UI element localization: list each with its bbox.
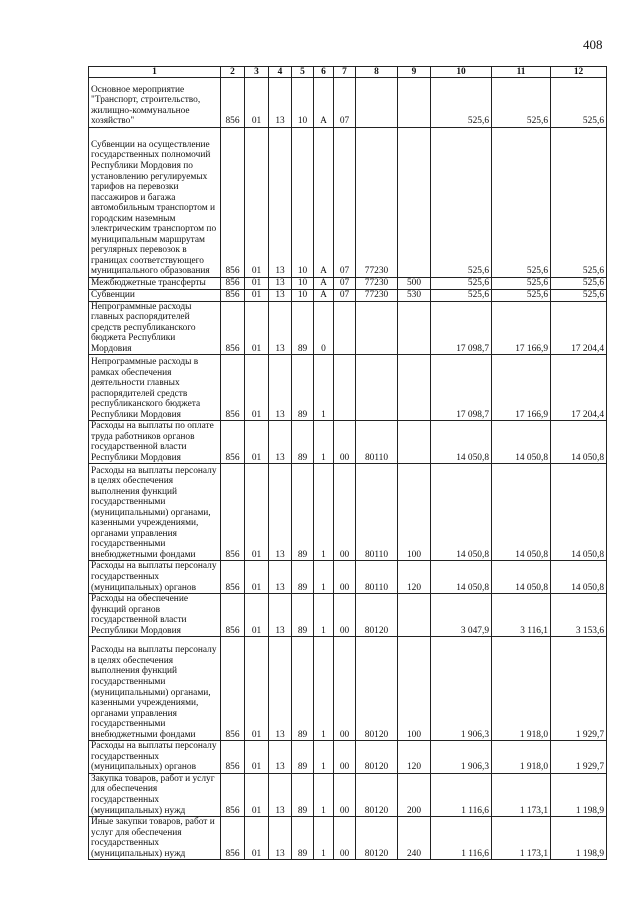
row-cell-col11: 525,6 xyxy=(492,289,551,301)
row-cell-col4: 13 xyxy=(269,301,292,355)
row-cell-col5: 10 xyxy=(292,128,314,278)
row-cell-col9: 120 xyxy=(398,561,431,594)
row-cell-col5: 89 xyxy=(292,301,314,355)
row-name-cell: Субвенции на осуществление государственных полномочий Республики Мордовия по установлению регулируемых тарифов на перевозки пассажиров и багажа автомобильным транспортом и городским наземным электрическим транспортом по муниципальным маршрутам регулярных перевозок в границах соответствующего муниципального образования xyxy=(89,128,221,278)
row-name-cell: Непрограммные расходы главных распорядителей средств республиканского бюджета Республики Мордовия xyxy=(89,301,221,355)
row-cell-col6: А xyxy=(314,128,334,278)
row-cell-col9 xyxy=(398,128,431,278)
row-cell-col4: 13 xyxy=(269,355,292,421)
row-cell-col2: 856 xyxy=(221,464,245,561)
row-cell-col2: 856 xyxy=(221,128,245,278)
row-cell-col9: 100 xyxy=(398,637,431,741)
row-cell-col2: 856 xyxy=(221,773,245,816)
row-cell-col5: 10 xyxy=(292,278,314,290)
row-cell-col12: 1 929,7 xyxy=(551,741,607,774)
row-cell-col11: 14 050,8 xyxy=(492,561,551,594)
table-body xyxy=(89,78,607,860)
row-cell-col8 xyxy=(356,355,398,421)
row-cell-col5: 89 xyxy=(292,817,314,860)
row-cell-col9: 100 xyxy=(398,464,431,561)
row-cell-col5: 10 xyxy=(292,78,314,128)
row-cell-col10: 525,6 xyxy=(431,289,492,301)
row-name-cell: Субвенции xyxy=(89,289,221,301)
row-cell-col12: 14 050,8 xyxy=(551,464,607,561)
row-cell-col8: 80110 xyxy=(356,464,398,561)
column-header-9: 9 xyxy=(398,67,431,78)
row-cell-col12: 525,6 xyxy=(551,278,607,290)
row-cell-col3: 01 xyxy=(245,464,269,561)
table-row xyxy=(89,817,607,860)
row-cell-col7: 00 xyxy=(334,464,356,561)
row-cell-col10: 17 098,7 xyxy=(431,355,492,421)
row-cell-col12: 17 204,4 xyxy=(551,301,607,355)
row-cell-col8: 77230 xyxy=(356,278,398,290)
row-name-cell: Иные закупки товаров, работ и услуг для обеспечения государственных (муниципальных) нужд xyxy=(89,817,221,860)
row-cell-col5: 89 xyxy=(292,421,314,464)
row-cell-col4: 13 xyxy=(269,594,292,637)
row-cell-col4: 13 xyxy=(269,78,292,128)
row-cell-col11: 525,6 xyxy=(492,278,551,290)
row-cell-col5: 10 xyxy=(292,289,314,301)
row-cell-col10: 3 047,9 xyxy=(431,594,492,637)
row-cell-col3: 01 xyxy=(245,773,269,816)
row-name-cell: Расходы на выплаты персоналу в целях обеспечения выполнения функций государственными (муниципальными) органами, казенными учреждениями, органами управления государственными внебюджетными фондами xyxy=(89,637,221,741)
row-cell-col6: 1 xyxy=(314,817,334,860)
row-cell-col8 xyxy=(356,301,398,355)
row-cell-col9: 200 xyxy=(398,773,431,816)
row-cell-col5: 89 xyxy=(292,355,314,421)
row-cell-col7: 00 xyxy=(334,817,356,860)
row-cell-col10: 1 116,6 xyxy=(431,773,492,816)
table-row xyxy=(89,741,607,774)
row-cell-col9 xyxy=(398,301,431,355)
row-cell-col5: 89 xyxy=(292,773,314,816)
row-cell-col3: 01 xyxy=(245,421,269,464)
row-cell-col6: 1 xyxy=(314,594,334,637)
row-cell-col11: 17 166,9 xyxy=(492,301,551,355)
page-number: 408 xyxy=(583,37,603,52)
row-cell-col9: 240 xyxy=(398,817,431,860)
row-cell-col3: 01 xyxy=(245,78,269,128)
row-cell-col6: 1 xyxy=(314,741,334,774)
row-name-cell: Расходы на выплаты персоналу в целях обеспечения выполнения функций государственными (муниципальными) органами, казенными учреждениями, органами управления государственными внебюджетными фондами xyxy=(89,464,221,561)
row-cell-col3: 01 xyxy=(245,561,269,594)
row-cell-col5: 89 xyxy=(292,464,314,561)
table-row xyxy=(89,78,607,128)
row-cell-col3: 01 xyxy=(245,355,269,421)
row-cell-col11: 1 173,1 xyxy=(492,817,551,860)
row-cell-col6: 1 xyxy=(314,464,334,561)
row-cell-col6: 1 xyxy=(314,773,334,816)
table-row xyxy=(89,637,607,741)
row-cell-col2: 856 xyxy=(221,561,245,594)
row-cell-col4: 13 xyxy=(269,637,292,741)
row-cell-col9 xyxy=(398,594,431,637)
row-cell-col5: 89 xyxy=(292,637,314,741)
row-cell-col11: 1 173,1 xyxy=(492,773,551,816)
row-cell-col3: 01 xyxy=(245,637,269,741)
table-row xyxy=(89,464,607,561)
table-row xyxy=(89,278,607,290)
row-cell-col4: 13 xyxy=(269,464,292,561)
column-header-3: 3 xyxy=(245,67,269,78)
row-cell-col10: 14 050,8 xyxy=(431,561,492,594)
row-cell-col4: 13 xyxy=(269,561,292,594)
row-cell-col2: 856 xyxy=(221,355,245,421)
column-header-6: 6 xyxy=(314,67,334,78)
row-cell-col11: 17 166,9 xyxy=(492,355,551,421)
table-row xyxy=(89,594,607,637)
row-cell-col8: 80110 xyxy=(356,561,398,594)
row-name-cell: Расходы на выплаты персоналу государственных (муниципальных) органов xyxy=(89,561,221,594)
row-cell-col10: 525,6 xyxy=(431,128,492,278)
column-header-1: 1 xyxy=(89,67,221,78)
table-row xyxy=(89,561,607,594)
row-cell-col8: 80110 xyxy=(356,421,398,464)
row-cell-col9 xyxy=(398,78,431,128)
row-cell-col2: 856 xyxy=(221,289,245,301)
row-cell-col7: 07 xyxy=(334,289,356,301)
row-cell-col10: 14 050,8 xyxy=(431,464,492,561)
row-cell-col8: 80120 xyxy=(356,741,398,774)
table-row xyxy=(89,301,607,355)
row-cell-col12: 525,6 xyxy=(551,78,607,128)
column-header-4: 4 xyxy=(269,67,292,78)
column-header-5: 5 xyxy=(292,67,314,78)
row-cell-col10: 525,6 xyxy=(431,78,492,128)
row-cell-col12: 14 050,8 xyxy=(551,561,607,594)
row-cell-col12: 525,6 xyxy=(551,289,607,301)
row-cell-col9: 530 xyxy=(398,289,431,301)
row-cell-col6: 1 xyxy=(314,637,334,741)
row-cell-col2: 856 xyxy=(221,741,245,774)
row-cell-col6: 1 xyxy=(314,355,334,421)
row-cell-col8: 80120 xyxy=(356,773,398,816)
table-row xyxy=(89,773,607,816)
row-cell-col11: 14 050,8 xyxy=(492,464,551,561)
column-header-12: 12 xyxy=(551,67,607,78)
row-cell-col2: 856 xyxy=(221,78,245,128)
row-cell-col8: 80120 xyxy=(356,817,398,860)
table-header-row xyxy=(89,67,607,78)
row-cell-col8: 77230 xyxy=(356,128,398,278)
row-cell-col12: 525,6 xyxy=(551,128,607,278)
row-cell-col4: 13 xyxy=(269,741,292,774)
row-cell-col10: 525,6 xyxy=(431,278,492,290)
row-cell-col3: 01 xyxy=(245,817,269,860)
row-cell-col7: 00 xyxy=(334,421,356,464)
row-cell-col5: 89 xyxy=(292,741,314,774)
row-cell-col11: 1 918,0 xyxy=(492,741,551,774)
row-cell-col7: 00 xyxy=(334,594,356,637)
column-header-8: 8 xyxy=(356,67,398,78)
row-cell-col6: 1 xyxy=(314,561,334,594)
row-cell-col7: 00 xyxy=(334,637,356,741)
row-cell-col6: А xyxy=(314,78,334,128)
row-cell-col3: 01 xyxy=(245,289,269,301)
table-row xyxy=(89,421,607,464)
row-cell-col4: 13 xyxy=(269,773,292,816)
row-cell-col11: 1 918,0 xyxy=(492,637,551,741)
row-cell-col3: 01 xyxy=(245,741,269,774)
row-cell-col12: 3 153,6 xyxy=(551,594,607,637)
row-cell-col12: 17 204,4 xyxy=(551,355,607,421)
row-cell-col8: 80120 xyxy=(356,637,398,741)
row-name-cell: Непрограммные расходы в рамках обеспечения деятельности главных распорядителей средств республиканского бюджета Республики Мордовия xyxy=(89,355,221,421)
row-cell-col2: 856 xyxy=(221,594,245,637)
table-row xyxy=(89,355,607,421)
column-header-7: 7 xyxy=(334,67,356,78)
row-cell-col10: 1 116,6 xyxy=(431,817,492,860)
column-header-10: 10 xyxy=(431,67,492,78)
row-name-cell: Закупка товаров, работ и услуг для обеспечения государственных (муниципальных) нужд xyxy=(89,773,221,816)
row-cell-col4: 13 xyxy=(269,421,292,464)
row-cell-col9 xyxy=(398,355,431,421)
row-cell-col7: 07 xyxy=(334,278,356,290)
row-cell-col11: 3 116,1 xyxy=(492,594,551,637)
row-cell-col9: 500 xyxy=(398,278,431,290)
row-cell-col5: 89 xyxy=(292,594,314,637)
column-header-2: 2 xyxy=(221,67,245,78)
row-cell-col7: 00 xyxy=(334,741,356,774)
row-cell-col3: 01 xyxy=(245,278,269,290)
row-cell-col4: 13 xyxy=(269,278,292,290)
row-cell-col3: 01 xyxy=(245,301,269,355)
row-cell-col12: 1 929,7 xyxy=(551,637,607,741)
row-cell-col10: 1 906,3 xyxy=(431,637,492,741)
row-cell-col3: 01 xyxy=(245,594,269,637)
row-cell-col7: 00 xyxy=(334,561,356,594)
table-row xyxy=(89,128,607,278)
row-cell-col8: 80120 xyxy=(356,594,398,637)
row-cell-col2: 856 xyxy=(221,301,245,355)
row-cell-col6: А xyxy=(314,289,334,301)
row-cell-col6: 1 xyxy=(314,421,334,464)
row-name-cell: Расходы на обеспечение функций органов государственной власти Республики Мордовия xyxy=(89,594,221,637)
row-cell-col9 xyxy=(398,421,431,464)
row-cell-col8: 77230 xyxy=(356,289,398,301)
column-header-11: 11 xyxy=(492,67,551,78)
row-cell-col6: А xyxy=(314,278,334,290)
row-cell-col8 xyxy=(356,78,398,128)
row-cell-col4: 13 xyxy=(269,289,292,301)
row-cell-col12: 1 198,9 xyxy=(551,817,607,860)
row-cell-col7: 07 xyxy=(334,78,356,128)
row-cell-col2: 856 xyxy=(221,817,245,860)
row-cell-col7 xyxy=(334,355,356,421)
row-cell-col11: 14 050,8 xyxy=(492,421,551,464)
table-row xyxy=(89,289,607,301)
row-name-cell: Расходы на выплаты персоналу государственных (муниципальных) органов xyxy=(89,741,221,774)
row-cell-col7 xyxy=(334,301,356,355)
row-cell-col2: 856 xyxy=(221,278,245,290)
row-cell-col2: 856 xyxy=(221,421,245,464)
row-cell-col3: 01 xyxy=(245,128,269,278)
row-cell-col12: 14 050,8 xyxy=(551,421,607,464)
row-name-cell: Расходы на выплаты по оплате труда работников органов государственной власти Республики Мордовия xyxy=(89,421,221,464)
row-cell-col4: 13 xyxy=(269,128,292,278)
budget-table xyxy=(88,66,607,860)
row-cell-col10: 17 098,7 xyxy=(431,301,492,355)
row-cell-col7: 00 xyxy=(334,773,356,816)
row-cell-col11: 525,6 xyxy=(492,128,551,278)
row-name-cell: Межбюджетные трансферты xyxy=(89,278,221,290)
row-cell-col10: 14 050,8 xyxy=(431,421,492,464)
row-cell-col7: 07 xyxy=(334,128,356,278)
row-cell-col11: 525,6 xyxy=(492,78,551,128)
row-cell-col6: 0 xyxy=(314,301,334,355)
row-cell-col10: 1 906,3 xyxy=(431,741,492,774)
row-cell-col4: 13 xyxy=(269,817,292,860)
row-cell-col9: 120 xyxy=(398,741,431,774)
row-name-cell: Основное мероприятие "Транспорт, строительство, жилищно-коммунальное хозяйство" xyxy=(89,78,221,128)
row-cell-col5: 89 xyxy=(292,561,314,594)
row-cell-col12: 1 198,9 xyxy=(551,773,607,816)
row-cell-col2: 856 xyxy=(221,637,245,741)
